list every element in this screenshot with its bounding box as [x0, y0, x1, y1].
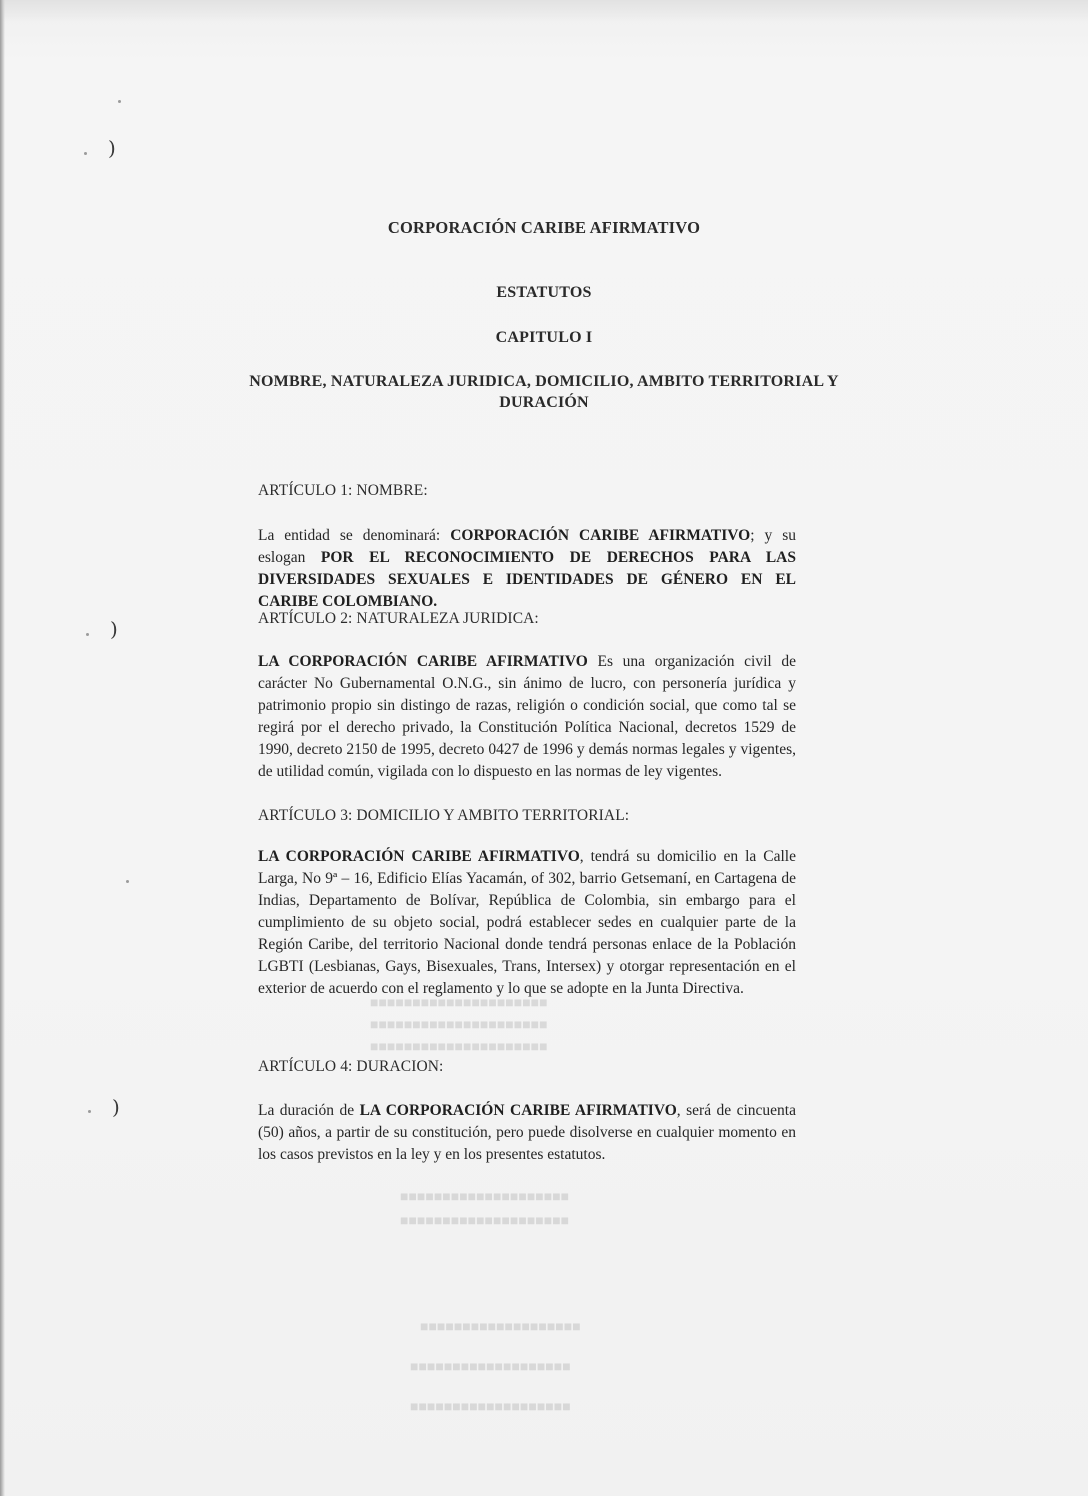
estatutos-heading: ESTATUTOS: [496, 284, 592, 301]
scan-speck: [88, 1110, 91, 1113]
scan-speck: [126, 880, 129, 883]
bleed-through-text: ■■■■■■■■■■■■■■■■■■■■: [400, 1190, 570, 1205]
article-4-text: , será de cincuenta (50) años, a partir de su constitución, pero puede disolverse en cualquier momento en los casos previstos en la ley y en los presentes estatutos.: [258, 1102, 796, 1163]
article-4-text-pre: La duración de: [258, 1102, 360, 1119]
article-1-text-mid: ; y su eslogan: [258, 527, 797, 566]
article-2-org-name: LA CORPORACIÓN CARIBE AFIRMATIVO: [258, 653, 588, 670]
punch-hole-mark-icon: ): [112, 1095, 120, 1119]
bleed-through-text: ■■■■■■■■■■■■■■■■■■■■■: [370, 996, 548, 1011]
article-1-org-name: CORPORACIÓN CARIBE AFIRMATIVO: [450, 527, 751, 544]
article-3-heading: ARTÍCULO 3: DOMICILIO Y AMBITO TERRITORIAL:: [258, 807, 630, 824]
bleed-through-text: ■■■■■■■■■■■■■■■■■■■: [420, 1320, 581, 1335]
organization-title: CORPORACIÓN CARIBE AFIRMATIVO: [387, 218, 701, 237]
article-2-text: Es una organización civil de carácter No Gubernamental O.N.G., sin ánimo de lucro, con personería jurídica y patrimonio propio sin distingo de razas, religión o condición social, que como tal se regirá por el derecho privado, la Constitución Política Nacional, decretos 1529 de 1990, decreto 2150 de 1995, decreto 0427 de 1996 y demás normas legales y vigentes, de utilidad común, vigilada con lo dispuesto en las normas de ley vigentes.: [258, 653, 796, 780]
scan-speck: [86, 633, 89, 636]
bleed-through-text: ■■■■■■■■■■■■■■■■■■■■: [400, 1214, 570, 1229]
article-3-text: , tendrá su domicilio en la Calle Larga, No 9ª – 16, Edificio Elías Yacamán, of 302, barrio Getsemaní, en Cartagena de Indias, Departamento de Bolívar, República de Colombia, sin embargo para el cumplimiento de su objeto social, podrá establecer sedes en cualquier parte de la Región Caribe, del territorio Nacional donde tendrá personas enlace de la Población LGBTI (Lesbianas, Gays, Bisexuales, Trans, Intersex) y otorgar representación en el exterior de acuerdo con el reglamento y lo que se adopte en la Junta Directiva.: [258, 848, 796, 997]
article-2-paragraph: [258, 651, 796, 783]
scan-speck: [84, 152, 87, 155]
article-1-heading: ARTÍCULO 1: NOMBRE:: [258, 482, 428, 499]
article-3-org-name: LA CORPORACIÓN CARIBE AFIRMATIVO: [258, 848, 580, 865]
chapter-title-line1: NOMBRE, NATURALEZA JURIDICA, DOMICILIO, AMBITO TERRITORIAL Y: [249, 373, 839, 390]
article-1-paragraph: [258, 525, 796, 613]
bleed-through-text: ■■■■■■■■■■■■■■■■■■■: [410, 1360, 571, 1375]
article-1-slogan: POR EL RECONOCIMIENTO DE DERECHOS PARA LAS DIVERSIDADES SEXUALES E IDENTIDADES DE GÉNERO EN EL CARIBE COLOMBIANO.: [258, 549, 796, 610]
article-4-org-name: LA CORPORACIÓN CARIBE AFIRMATIVO: [359, 1102, 677, 1119]
article-4-paragraph: [258, 1100, 796, 1166]
chapter-heading: CAPITULO I: [495, 329, 593, 346]
article-4-heading: ARTÍCULO 4: DURACION:: [258, 1058, 444, 1075]
punch-hole-mark-icon: ): [108, 136, 116, 160]
bleed-through-text: ■■■■■■■■■■■■■■■■■■■■■: [370, 1018, 548, 1033]
article-3-paragraph: [258, 846, 796, 1000]
chapter-title-line2: DURACIÓN: [499, 394, 589, 411]
punch-hole-mark-icon: ): [110, 617, 118, 641]
scan-speck: [118, 100, 121, 103]
article-1-text: La entidad se denominará:: [258, 527, 451, 544]
bleed-through-text: ■■■■■■■■■■■■■■■■■■■■■: [370, 1040, 548, 1055]
scan-top-shadow: [0, 0, 1088, 22]
bleed-through-text: ■■■■■■■■■■■■■■■■■■■: [410, 1400, 571, 1415]
article-2-heading: ARTÍCULO 2: NATURALEZA JURIDICA:: [258, 610, 539, 627]
